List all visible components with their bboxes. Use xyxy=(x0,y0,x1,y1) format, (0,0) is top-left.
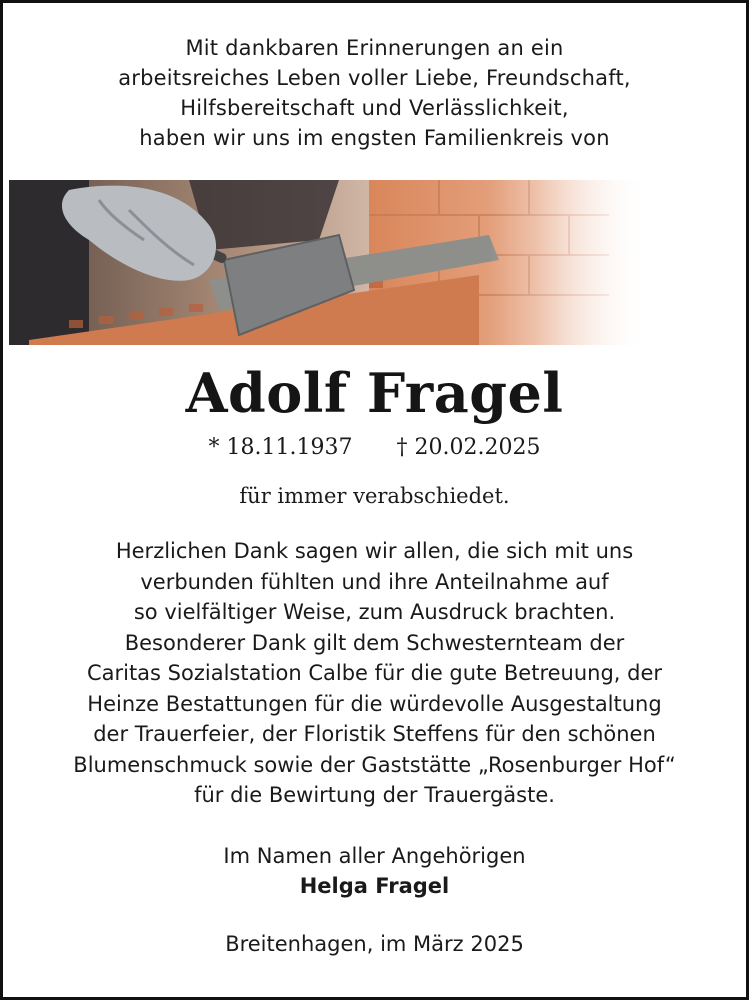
deceased-name: Adolf Fragel xyxy=(185,361,564,425)
intro-line: Hilfsbereitschaft und Verlässlichkeit, xyxy=(180,96,569,120)
life-dates xyxy=(3,433,746,463)
thanks-line: für die Bewirtung der Trauergäste. xyxy=(194,783,555,807)
thanks-line: Herzlichen Dank sagen wir allen, die sich mit uns xyxy=(115,539,634,563)
closing-block xyxy=(3,841,746,901)
birth-date: * 18.11.1937 xyxy=(208,435,353,460)
thanks-line: Besonderer Dank gilt dem Schwesternteam der xyxy=(124,630,625,655)
intro-line: haben wir uns im engsten Familienkreis von xyxy=(139,126,610,150)
thanks-line: der Trauerfeier, der Floristik Steffens für den schönen xyxy=(93,722,656,746)
place-date: Breitenhagen, im März 2025 xyxy=(225,932,524,956)
thanks-line: Caritas Sozialstation Calbe für die gute Betreuung, der xyxy=(86,661,663,685)
intro-line: Mit dankbaren Erinnerungen an ein xyxy=(185,36,564,60)
bricklaying-photo xyxy=(9,180,649,345)
death-date: † 20.02.2025 xyxy=(396,435,541,460)
farewell-line: für immer verabschiedet. xyxy=(239,484,510,508)
thanks-line: Blumenschmuck sowie der Gaststätte „Rosenburger Hof“ xyxy=(73,752,676,777)
thanks-line: Heinze Bestattungen für die würdevolle Ausgestaltung xyxy=(87,691,662,716)
intro-text xyxy=(3,33,746,153)
thanks-text xyxy=(3,536,746,811)
thanks-line: verbunden fühlten und ihre Anteilnahme auf xyxy=(140,569,609,594)
thanks-line: so vielfältiger Weise, zum Ausdruck brachten. xyxy=(133,600,616,624)
closing-line: Im Namen aller Angehörigen xyxy=(223,844,526,868)
intro-line: arbeitsreiches Leben voller Liebe, Freundschaft, xyxy=(118,66,631,90)
signer-name: Helga Fragel xyxy=(299,874,450,898)
